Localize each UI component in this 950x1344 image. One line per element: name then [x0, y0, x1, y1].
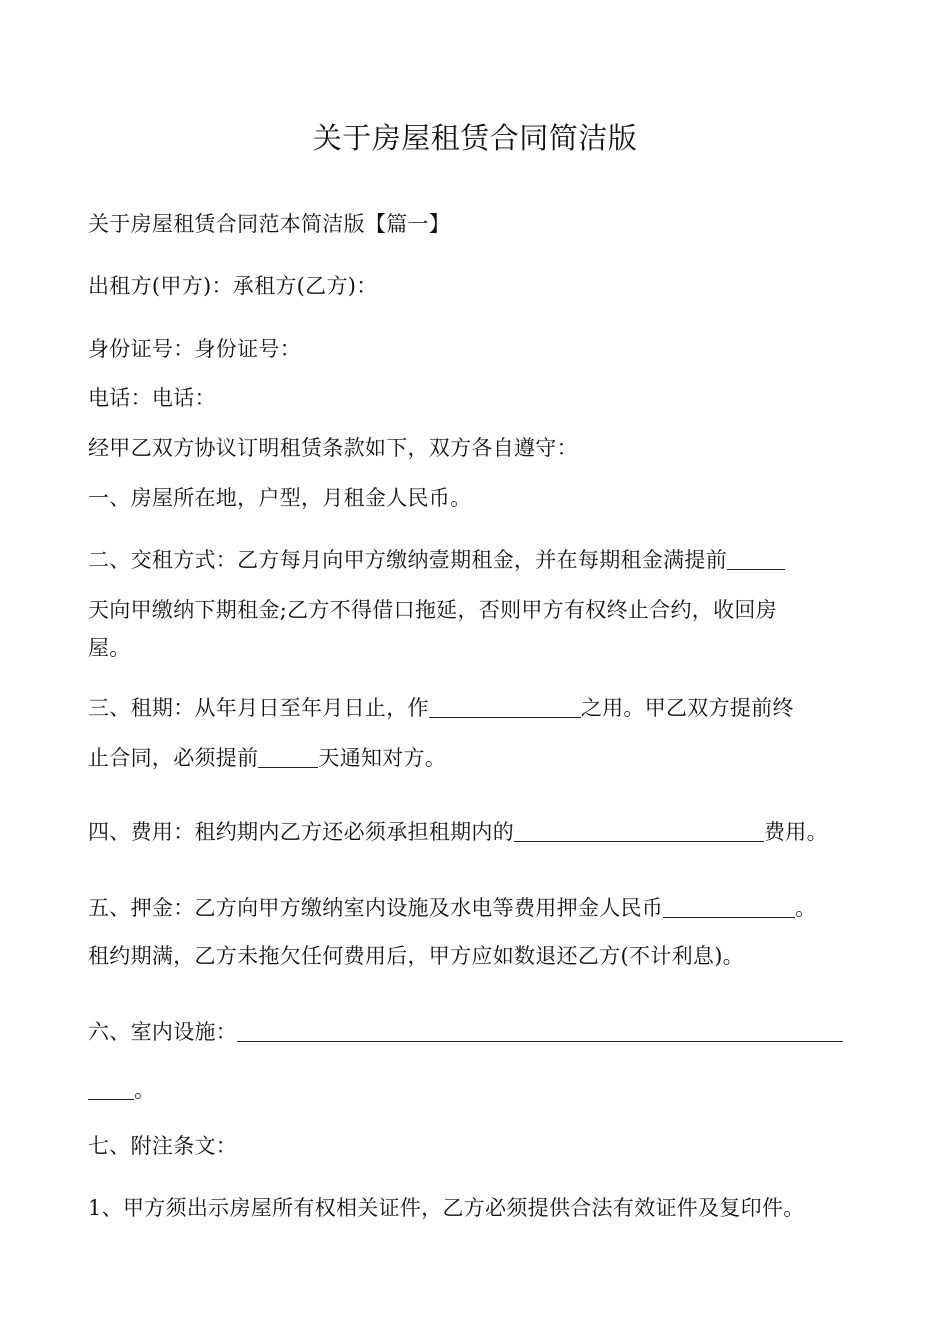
fill-blank [514, 821, 764, 842]
id-number-line: 身份证号：身份证号： [88, 337, 301, 361]
clause-3-text-c: 止合同，必须提前 [88, 746, 259, 770]
clause-3-text-a: 三、租期：从年月日至年月日止，作 [88, 696, 429, 720]
clause-2-line-2: 天向甲缴纳下期租金;乙方不得借口拖延，否则甲方有权终止合约，收回房 [88, 598, 777, 622]
fill-blank [88, 1079, 134, 1100]
clause-3-text-b: 之用。甲乙双方提前终 [580, 696, 794, 720]
clause-4 [88, 816, 878, 848]
section-heading: 关于房屋租赁合同范本简洁版【篇一】 [88, 212, 451, 236]
fill-blank [663, 897, 795, 918]
document-title: 关于房屋租赁合同简洁版 [312, 121, 638, 155]
clause-2-line-3: 屋。 [88, 636, 131, 660]
phone-line: 电话：电话： [88, 386, 216, 410]
clause-6-text: 六、室内设施： [88, 1020, 238, 1044]
clause-4-text-a: 四、费用：租约期内乙方还必须承担租期内的 [88, 820, 514, 844]
clause-3-text-d: 天通知对方。 [318, 746, 447, 770]
fill-blank [237, 1021, 843, 1042]
clause-4-text-b: 费用。 [764, 820, 828, 844]
clause-7: 七、附注条文： [88, 1134, 238, 1158]
clause-3-line-1 [88, 692, 878, 724]
fill-blank [258, 747, 318, 768]
fill-blank [429, 697, 581, 718]
clause-2-line-1 [88, 544, 878, 576]
clause-6-end: 。 [134, 1078, 156, 1102]
clause-6-line-2 [88, 1074, 878, 1106]
clause-7-item-1: 1、甲方须出示房屋所有权相关证件，乙方必须提供合法有效证件及复印件。 [88, 1196, 805, 1220]
clause-6-line-1 [88, 1016, 878, 1048]
clause-5-line-1 [88, 892, 878, 924]
clause-3-line-2 [88, 742, 878, 774]
clause-2-text: 二、交租方式：乙方每月向甲方缴纳壹期租金，并在每期租金满提前 [88, 548, 727, 572]
clause-5-line-2: 租约期满，乙方未拖欠任何费用后，甲方应如数退还乙方(不计利息)。 [88, 944, 744, 968]
fill-blank [727, 549, 785, 570]
parties-line: 出租方(甲方)：承租方(乙方)： [88, 274, 378, 298]
intro-line: 经甲乙双方协议订明租赁条款如下，双方各自遵守： [88, 436, 578, 460]
clause-1: 一、房屋所在地，户型，月租金人民币。 [88, 486, 472, 510]
clause-5-text-a: 五、押金：乙方向甲方缴纳室内设施及水电等费用押金人民币 [88, 896, 664, 920]
clause-5-text-b: 。 [795, 896, 817, 920]
